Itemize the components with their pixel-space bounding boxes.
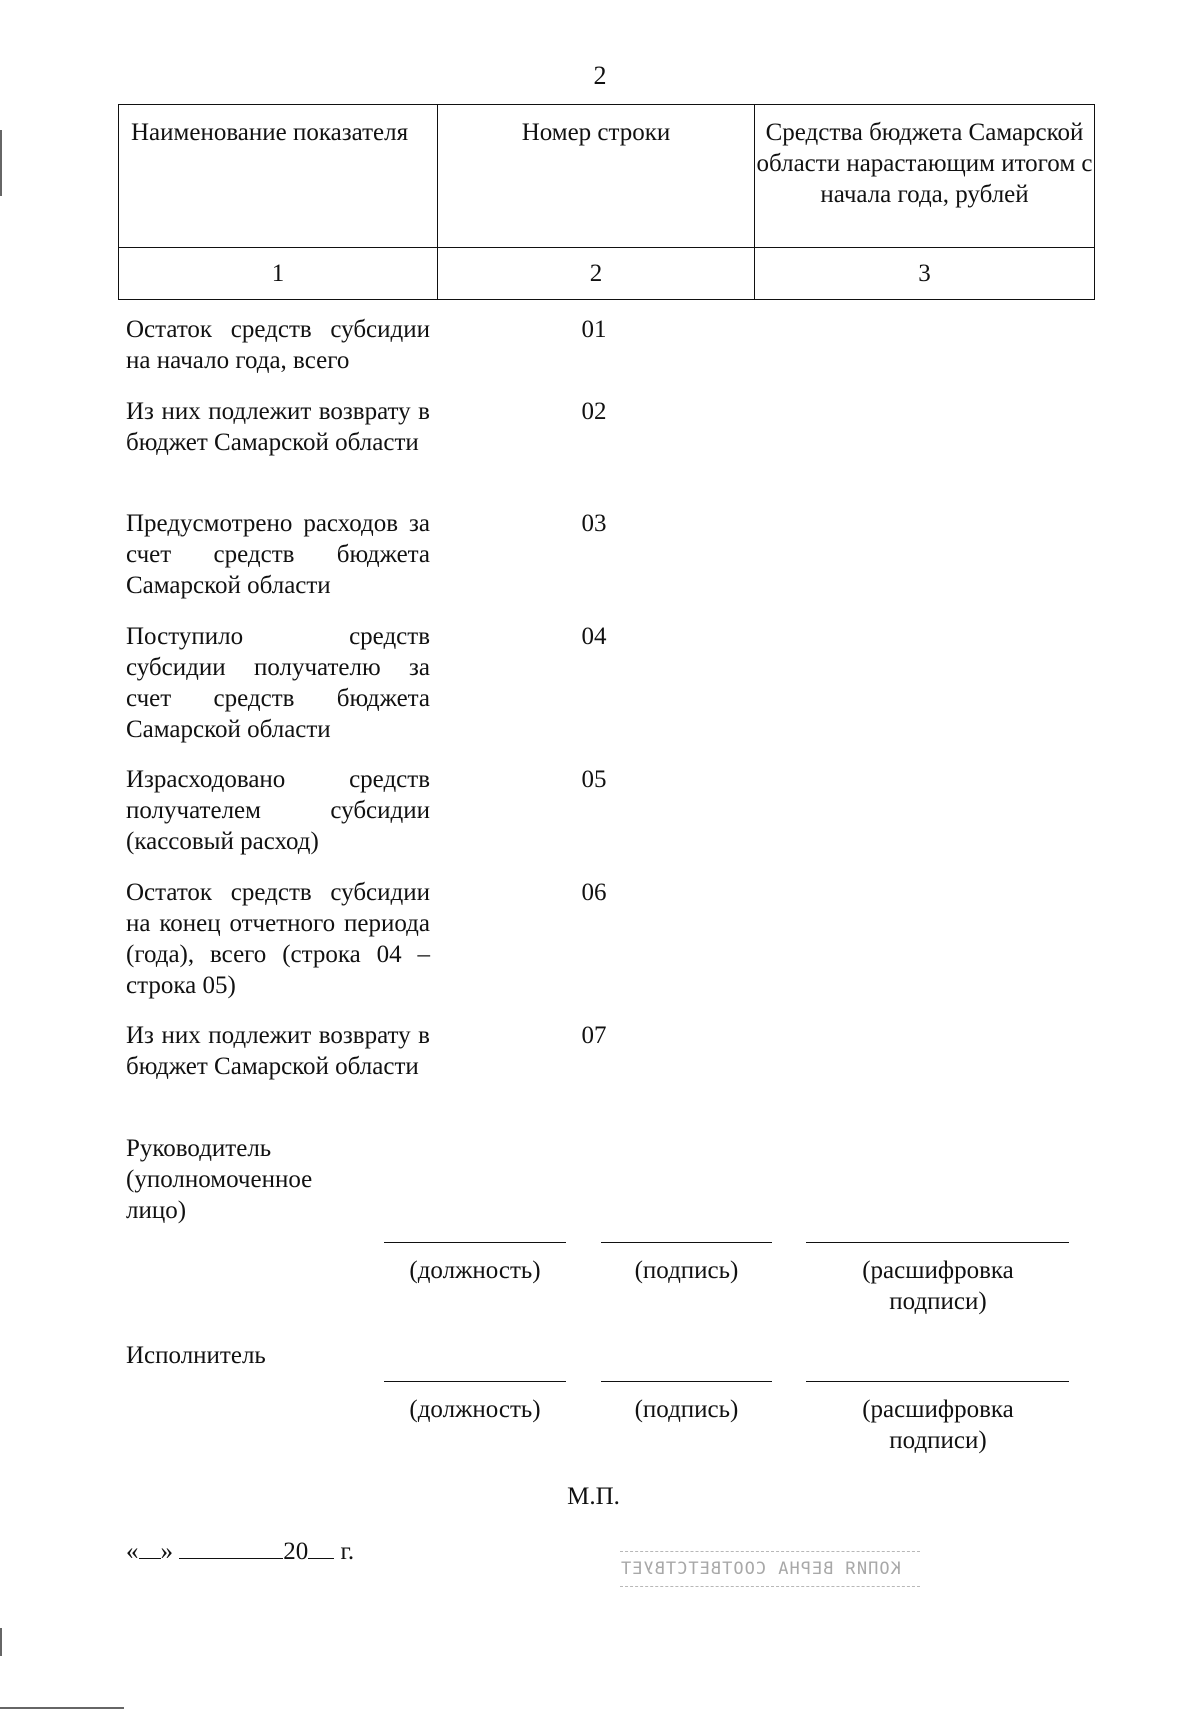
scan-margin-mark-top (0, 130, 2, 196)
row-code-05: 05 (581, 766, 607, 793)
row-label-07: Из них подлежит возврату в бюджет Самарской области (126, 1022, 430, 1080)
executor-signature-caption: (подпись) (634, 1396, 739, 1423)
row-label-04: Поступило средств субсидии получателю за счет средств бюджета Самарской области (126, 623, 430, 743)
scan-margin-mark-bottom (0, 1628, 2, 1656)
date-year-suffix: г. (340, 1538, 355, 1565)
page-number: 2 (593, 61, 607, 90)
seal-label: М.П. (567, 1483, 620, 1510)
row-code-02: 02 (581, 398, 607, 425)
column-number-3: 3 (755, 248, 1095, 300)
stamp-text: КОПИЯ ВЕРНА СООТВЕТСТВУЕТ (620, 1559, 901, 1579)
manager-signature-caption: (подпись) (634, 1257, 739, 1284)
header-indicator-name: Наименование показателя (119, 105, 438, 248)
date-month-blank (179, 1536, 283, 1559)
stamp-bottom-border (620, 1586, 920, 1587)
row-code-06: 06 (581, 879, 607, 906)
row-label-02: Из них подлежит возврату в бюджет Самарской области (126, 398, 430, 456)
date-year-blank (308, 1536, 334, 1559)
date-open-quote: « (126, 1538, 139, 1565)
copy-stamp (620, 1545, 920, 1613)
row-label-06: Остаток средств субсидии на конец отчетного периода (года), всего (строка 04 – строка 05) (126, 879, 430, 999)
manager-decryption-line (806, 1242, 1069, 1243)
row-code-01: 01 (581, 316, 607, 343)
header-row-number: Номер строки (438, 105, 755, 248)
row-code-04: 04 (581, 623, 607, 650)
executor-signature-line (601, 1381, 772, 1382)
manager-position-caption: (должность) (409, 1257, 541, 1284)
row-label-05: Израсходовано средств получателем субсидии (кассовый расход) (126, 766, 430, 855)
date-day-blank (139, 1536, 161, 1559)
executor-decryption-line (806, 1381, 1069, 1382)
header-table (118, 104, 1095, 300)
row-code-07: 07 (581, 1022, 607, 1049)
manager-position-line (384, 1242, 566, 1243)
date-year-prefix: 20 (283, 1538, 309, 1565)
executor-label: Исполнитель (126, 1342, 266, 1369)
manager-decryption-caption: (расшифровка подписи) (862, 1257, 1014, 1315)
manager-signature-line (601, 1242, 772, 1243)
date-close-quote: » (160, 1538, 173, 1565)
executor-position-line (384, 1381, 566, 1382)
date-line (126, 1536, 354, 1567)
row-code-03: 03 (581, 510, 607, 537)
scan-bottom-edge-mark (0, 1707, 124, 1709)
row-label-03: Предусмотрено расходов за счет средств бюджета Самарской области (126, 510, 430, 599)
header-budget-funds: Средства бюджета Самарской области нарастающим итогом с начала года, рублей (755, 105, 1095, 248)
column-number-2: 2 (438, 248, 755, 300)
stamp-top-border (620, 1551, 920, 1552)
row-label-01: Остаток средств субсидии на начало года, всего (126, 316, 430, 374)
column-number-1: 1 (119, 248, 438, 300)
manager-label: Руководитель (уполномоченное лицо) (126, 1135, 313, 1224)
executor-position-caption: (должность) (409, 1396, 541, 1423)
executor-decryption-caption: (расшифровка подписи) (862, 1396, 1014, 1454)
